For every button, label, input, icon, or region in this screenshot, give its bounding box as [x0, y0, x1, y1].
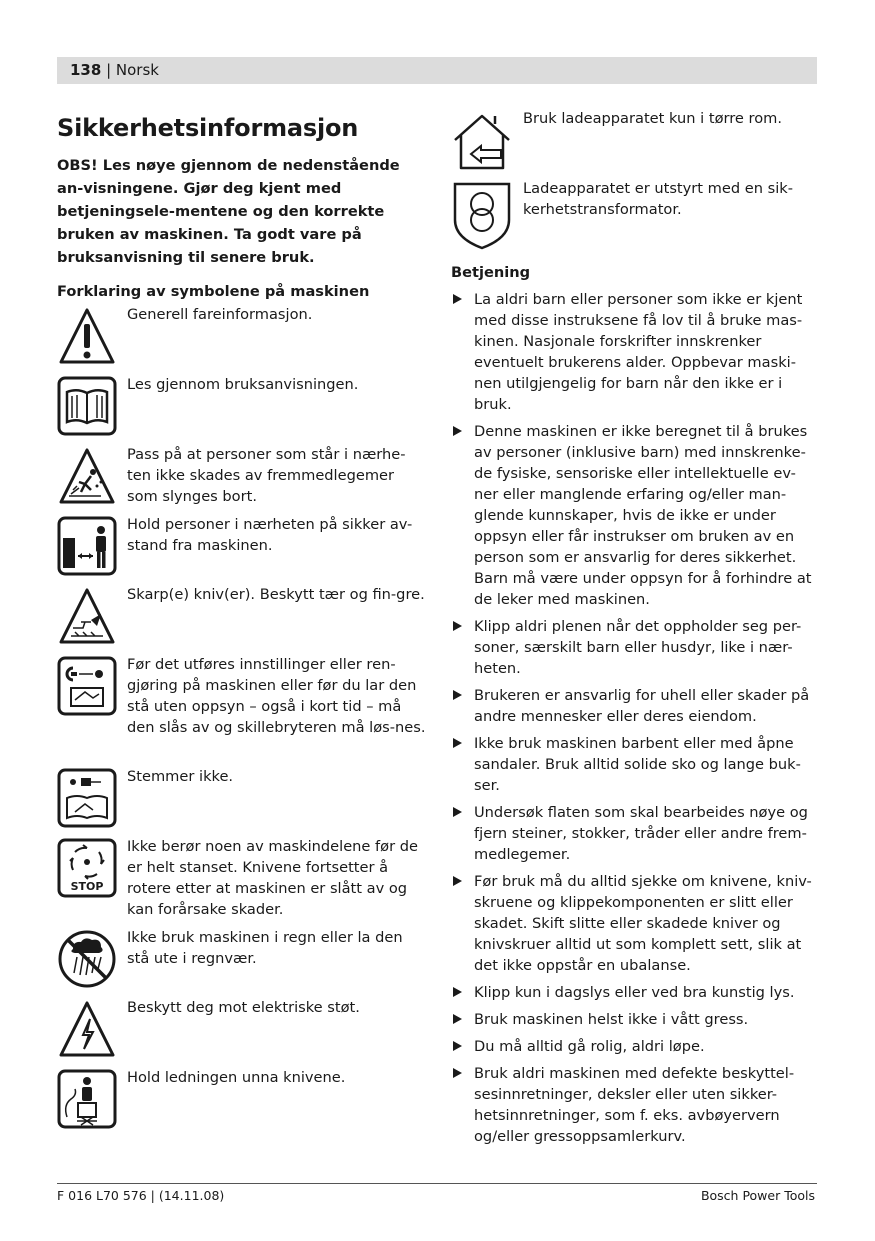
symbol-row: [57, 586, 427, 656]
page-header: [57, 57, 817, 84]
list-item: Brukeren er ansvarlig for uhell eller skader på andre mennesker eller deres eiendom.: [451, 685, 819, 727]
symbols-heading: Forklaring av symbolene på maskinen: [57, 283, 370, 300]
cable-away-icon: [57, 1069, 117, 1129]
bullet-arrow-icon: [453, 738, 462, 748]
list-item: Klipp aldri plenen når det oppholder seg per-soner, særskilt barn eller husdyr, like i nær-heten.: [451, 616, 819, 679]
operation-heading: Betjening: [451, 264, 531, 281]
symbol-text: Beskytt deg mot elektriske støt.: [127, 999, 360, 1016]
symbol-row: [451, 180, 819, 264]
symbol-row: [57, 1069, 427, 1139]
thrown-objects-icon: [57, 446, 117, 506]
footer-document-id: F 016 L70 576 | (14.11.08): [57, 1188, 225, 1203]
intro-warning: OBS! Les nøye gjennom de nedenstående an-visningene. Gjør deg kjent med betjeningsele-mentene og den korrekte bruken av maskinen. Ta godt vare på bruksanvisning til senere bruk.: [57, 157, 400, 266]
unplug-before-service-icon: [57, 656, 117, 716]
symbol-text: Pass på at personer som står i nærhe-ten ikke skades av fremmedlegemer som slynges bort.: [127, 446, 406, 505]
symbol-text: Generell fareinformasjon.: [127, 306, 313, 323]
bullet-arrow-icon: [453, 876, 462, 886]
list-item: La aldri barn eller personer som ikke er kjent med disse instruksene få lov til å bruke mas-kinen. Nasjonale forskrifter innskrenker eventuelt brukerens alder. Oppbevar maski-nen utilgjengelig for barn når den ikke er i bruk.: [451, 289, 819, 415]
symbol-row: [57, 446, 427, 516]
bullet-arrow-icon: [453, 987, 462, 997]
symbol-row: [57, 306, 427, 376]
bullet-arrow-icon: [453, 426, 462, 436]
list-item: Bruk aldri maskinen med defekte beskyttel-sesinnretninger, deksler eller uten sikker-hetsinnretninger, som f. eks. avbøyervern og/eller gressoppsamlerkurv.: [451, 1063, 819, 1147]
symbol-row: [57, 656, 427, 768]
distance-person-icon: [57, 516, 117, 576]
symbol-text: Les gjennom bruksanvisningen.: [127, 376, 359, 393]
footer-divider: [57, 1183, 817, 1184]
symbol-row: [57, 516, 427, 586]
manual-book-icon: [57, 376, 117, 436]
header-language: Norsk: [115, 61, 159, 79]
page-title: Sikkerhetsinformasjon: [57, 114, 359, 142]
list-item: Bruk maskinen helst ikke i vått gress.: [451, 1009, 819, 1030]
symbol-row: [57, 768, 427, 838]
plug-manual-icon: [57, 768, 117, 828]
footer-brand: Bosch Power Tools: [700, 1188, 815, 1203]
list-item: Ikke bruk maskinen barbent eller med åpne sandaler. Bruk alltid solide sko og lange buk-ser.: [451, 733, 819, 796]
bullet-arrow-icon: [453, 1014, 462, 1024]
bullet-arrow-icon: [453, 294, 462, 304]
symbol-text: Bruk ladeapparatet kun i tørre rom.: [523, 110, 782, 127]
stop-rotating-icon: [57, 838, 117, 898]
symbol-text: Ikke bruk maskinen i regn eller la den stå ute i regnvær.: [127, 929, 403, 967]
list-item: Undersøk flaten som skal bearbeides nøye og fjern steiner, stokker, tråder eller andre frem-medlegemer.: [451, 802, 819, 865]
symbol-text: Skarp(e) kniv(er). Beskytt tær og fin-gre.: [127, 586, 425, 603]
symbol-text: Hold ledningen unna knivene.: [127, 1069, 346, 1086]
bullet-arrow-icon: [453, 1041, 462, 1051]
right-column: [451, 110, 819, 1153]
electric-shock-icon: [57, 999, 117, 1059]
symbol-text: Ladeapparatet er utstyrt med en sik-kerhetstransformator.: [523, 180, 793, 218]
symbol-row: [57, 999, 427, 1069]
symbol-row: [57, 376, 427, 446]
list-item: Før bruk må du alltid sjekke om knivene, kniv-skruene og klippekomponenten er slitt eller skadet. Skift slitte eller skadede kniver og knivskruer alltid ut som komplett sett, slik at det ikke oppstår en ubalanse.: [451, 871, 819, 976]
bullet-arrow-icon: [453, 1068, 462, 1078]
list-item: Du må alltid gå rolig, aldri løpe.: [451, 1036, 819, 1057]
symbol-row: [451, 110, 819, 180]
list-item: Denne maskinen er ikke beregnet til å brukes av personer (inklusive barn) med innskrenke-de fysiske, sensoriske eller intellektuelle ev-ner eller manglende erfaring og/eller man-glende kunnskaper, hvis de ikke er under oppsyn eller får instrukser om bruken av en person som er ansvarlig for deres sikkerhet. Barn må være under oppsyn for å forhindre at de leker med maskinen.: [451, 421, 819, 610]
symbol-text: Hold personer i nærheten på sikker av-stand fra maskinen.: [127, 516, 413, 554]
list-item: Klipp kun i dagslys eller ved bra kunstig lys.: [451, 982, 819, 1003]
symbol-text: Stemmer ikke.: [127, 768, 234, 785]
warning-triangle-icon: [57, 306, 117, 366]
bullet-arrow-icon: [453, 807, 462, 817]
symbol-row: [57, 929, 427, 999]
no-rain-icon: [57, 929, 117, 989]
symbol-row: [57, 838, 427, 929]
header-separator: |: [101, 61, 116, 79]
page-number: 138: [70, 61, 102, 79]
sharp-blade-icon: [57, 586, 117, 646]
indoor-house-icon: [451, 110, 513, 172]
symbol-text: Ikke berør noen av maskindelene før de er helt stanset. Knivene fortsetter å rotere etter at maskinen er slått av og kan forårsake skader.: [127, 838, 418, 918]
symbol-text: Før det utføres innstillinger eller ren-gjøring på maskinen eller før du lar den stå uten oppsyn – også i kort tid – må den slås av og skillebryteren må løs-nes.: [127, 656, 426, 736]
safety-transformer-icon: [451, 180, 513, 250]
bullet-arrow-icon: [453, 690, 462, 700]
bullet-arrow-icon: [453, 621, 462, 631]
stop-label: STOP: [70, 880, 104, 893]
left-column: [57, 110, 427, 1139]
